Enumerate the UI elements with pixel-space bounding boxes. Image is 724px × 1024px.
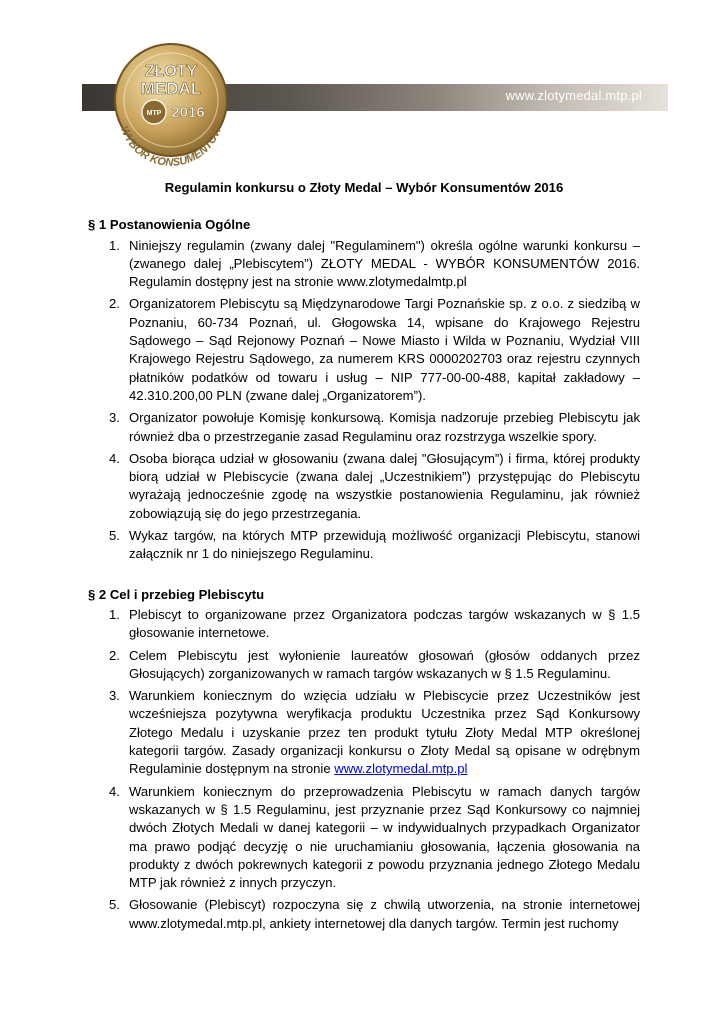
document-body (88, 172, 640, 937)
section-2-title: § 2 Cel i przebieg Plebiscytu (88, 586, 265, 602)
list-item: 3. Warunkiem koniecznym do wzięcia udziału w Plebiscycie przez Uczestników jest wcześniejsza pozytywna weryfikacja produktu Uczestnika przez Sąd Konkursowy Złotego Medalu i uzyskanie przez ten produkt tytułu Złoty Medal MTP określonej kategorii targów. Zasady organizacji konkursu o Złoty Medal są opisane w odrębnym Regulaminie dostępnym na stronie www.zlotymedal.mtp.pl (109, 688, 640, 777)
list-item: 4. Osoba biorąca udział w głosowaniu (zwana dalej "Głosującym”) i firma, której produkty biorą udział w Plebiscycie (zwana dalej „Uczestnikiem”) przystępując do Plebiscytu wyrażają jednocześnie zgodę na wszystkie postanowienia Regulaminu, jak również zobowiązują się do jego przestrzegania. (109, 450, 640, 521)
list-item: 5. Głosowanie (Plebiscyt) rozpoczyna się z chwilą utworzenia, na stronie internetowej www.zlotymedal.mtp.pl, ankiety internetowej dla danych targów. Termin jest ruchomy (109, 897, 640, 931)
section-2-list (88, 606, 640, 933)
list-item: 4. Warunkiem koniecznym do przeprowadzenia Plebiscytu w ramach danych targów wskazanych w § 1.5 Regulaminu, jest przyznanie przez Sąd Konkursowy co najmniej dwóch Złotych Medali w danej kategorii – w indywidualnych przypadkach Organizator ma prawo podjąć decyzję o nie uruchamianiu głosowania, łączenia głosowania na produkty z dwóch pokrewnych kategorii z powodu przyznania jednego Złotego Medalu MTP jak również z innych przyczyn. (109, 783, 640, 891)
logo-line1: ZŁOTY (144, 63, 198, 80)
zlotymedal-link[interactable]: www.zlotymedal.mtp.pl (334, 761, 468, 777)
logo-line2: MEDAL (140, 79, 202, 98)
list-item: 2. Organizatorem Plebiscytu są Międzynarodowe Targi Poznańskie sp. z o.o. z siedzibą w Poznaniu, 60-734 Poznań, ul. Głogowska 14, wpisane do Krajowego Rejestru Sądowego – Sąd Rejonowy Poznań – Nowe Miasto i Wilda w Poznaniu, Wydział VIII Krajowego Rejestru Sądowego, za numerem KRS 0000202703 oraz rejestru czynnych płatników podatków od towaru i usług – NIP 777-00-00-488, kapitał zakładowy – 42.310.200,00 PLN (zwane dalej „Organizatorem”). (109, 296, 640, 403)
document-title: Regulamin konkursu o Złoty Medal – Wybór Konsumentów 2016 (164, 180, 564, 195)
section-1-title: § 1 Postanowienia Ogólne (88, 217, 251, 233)
list-item: 2. Celem Plebiscytu jest wyłonienie laureatów głosowań (głosów oddanych przez Głosujących) zorganizowanych w ramach targów wskazanych w § 1.5 Regulaminu. (109, 647, 640, 681)
list-item: 1. Plebiscyt to organizowane przez Organizatora podczas targów wskazanych w § 1.5 głosowanie internetowe. (109, 606, 640, 641)
list-item: 5. Wykaz targów, na których MTP przewidują możliwość organizacji Plebiscytu, stanowi załącznik nr 1 do niniejszego Regulaminu. (109, 528, 640, 562)
logo-year: 2016 (171, 104, 205, 121)
list-item: 1. Niniejszy regulamin (zwany dalej "Regulaminem") określa ogólne warunki konkursu – (zwanego dalej „Plebiscytem”) ZŁOTY MEDAL - WYBÓR KONSUMENTÓW 2016. Regulamin dostępny jest na stronie www.zlotymedalmtp.pl (109, 237, 640, 290)
logo-mark: MTP (146, 110, 162, 117)
header-url: www.zlotymedal.mtp.pl (505, 88, 642, 103)
list-item: 3. Organizator powołuje Komisję konkursową. Komisja nadzoruje przebieg Plebiscytu jak również dba o przestrzeganie zasad Regulaminu oraz rozstrzyga wszelkie spory. (109, 410, 640, 444)
zloty-medal-logo (96, 38, 246, 183)
section-1-list (88, 237, 640, 564)
logo-arc-text: WYBÓR KONSUMENTÓW (117, 124, 225, 169)
